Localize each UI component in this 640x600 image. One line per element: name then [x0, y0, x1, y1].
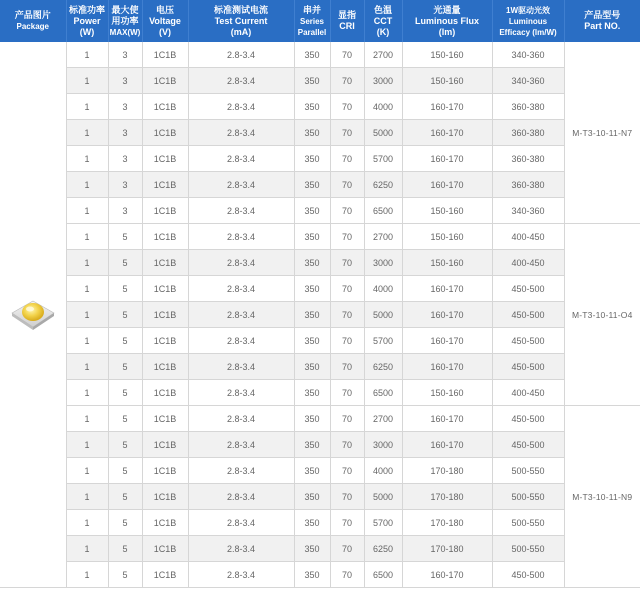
- table-row: [0, 276, 640, 302]
- cell-cct: 6500: [364, 198, 402, 224]
- cell-cri: 70: [330, 68, 364, 94]
- header-voltage: [142, 0, 188, 42]
- table-row: [0, 562, 640, 588]
- table-row: [0, 302, 640, 328]
- part-number-cell: M-T3-10-11-N7: [564, 42, 640, 224]
- table-row: [0, 198, 640, 224]
- header-cct: [364, 0, 402, 42]
- cell-test-current: 2.8-3.4: [188, 172, 294, 198]
- cell-voltage: 1C1B: [142, 484, 188, 510]
- header-current-en: Test Current: [214, 15, 268, 26]
- cell-series-parallel: 350: [294, 42, 330, 68]
- header-current-unit: (mA): [230, 26, 252, 37]
- cell-series-parallel: 350: [294, 146, 330, 172]
- cell-efficacy: 400-450: [492, 224, 564, 250]
- cell-test-current: 2.8-3.4: [188, 562, 294, 588]
- cell-cri: 70: [330, 328, 364, 354]
- cell-voltage: 1C1B: [142, 536, 188, 562]
- cell-cri: 70: [330, 172, 364, 198]
- cell-voltage: 1C1B: [142, 68, 188, 94]
- package-image-cell: [0, 42, 66, 588]
- cell-series-parallel: 350: [294, 536, 330, 562]
- cell-cri: 70: [330, 458, 364, 484]
- cell-power: 1: [66, 42, 108, 68]
- cell-test-current: 2.8-3.4: [188, 510, 294, 536]
- cell-efficacy: 500-550: [492, 458, 564, 484]
- cell-voltage: 1C1B: [142, 276, 188, 302]
- header-package: [0, 0, 66, 42]
- cell-voltage: 1C1B: [142, 406, 188, 432]
- cell-efficacy: 360-380: [492, 172, 564, 198]
- cell-test-current: 2.8-3.4: [188, 42, 294, 68]
- cell-cri: 70: [330, 354, 364, 380]
- cell-max-power: 3: [108, 68, 142, 94]
- header-max-cn-2: 用功率: [111, 15, 139, 26]
- cell-efficacy: 360-380: [492, 94, 564, 120]
- header-max-cn-1: 最大使: [111, 4, 139, 15]
- cell-cri: 70: [330, 510, 364, 536]
- cell-cct: 3000: [364, 432, 402, 458]
- table-row: [0, 68, 640, 94]
- table-row: [0, 354, 640, 380]
- cell-cri: 70: [330, 198, 364, 224]
- cell-test-current: 2.8-3.4: [188, 94, 294, 120]
- cell-series-parallel: 350: [294, 328, 330, 354]
- cell-luminous-flux: 160-170: [402, 146, 492, 172]
- header-package-en: Package: [16, 22, 49, 31]
- cell-power: 1: [66, 484, 108, 510]
- header-flux-en: Luminous Flux: [415, 15, 479, 26]
- cell-series-parallel: 350: [294, 224, 330, 250]
- cell-max-power: 3: [108, 94, 142, 120]
- header-power-cn: 标准功率: [68, 4, 105, 15]
- cell-cct: 5700: [364, 510, 402, 536]
- cell-max-power: 3: [108, 42, 142, 68]
- cell-voltage: 1C1B: [142, 146, 188, 172]
- table-row: [0, 406, 640, 432]
- cell-cct: 4000: [364, 458, 402, 484]
- cell-cct: 6250: [364, 354, 402, 380]
- cell-luminous-flux: 160-170: [402, 276, 492, 302]
- cell-efficacy: 340-360: [492, 42, 564, 68]
- table-row: [0, 146, 640, 172]
- cell-cri: 70: [330, 94, 364, 120]
- spec-table-body: [0, 42, 640, 588]
- cell-voltage: 1C1B: [142, 380, 188, 406]
- cell-power: 1: [66, 302, 108, 328]
- header-voltage-en: Voltage: [149, 15, 181, 26]
- header-flux-cn: 光通量: [433, 4, 461, 15]
- table-row: [0, 42, 640, 68]
- cell-cri: 70: [330, 380, 364, 406]
- table-row: [0, 120, 640, 146]
- cell-luminous-flux: 150-160: [402, 42, 492, 68]
- cell-test-current: 2.8-3.4: [188, 328, 294, 354]
- header-cct-en: CCT: [373, 15, 393, 26]
- cell-luminous-flux: 150-160: [402, 380, 492, 406]
- cell-efficacy: 450-500: [492, 276, 564, 302]
- cell-luminous-flux: 170-180: [402, 536, 492, 562]
- header-series-cn: 串并: [302, 4, 321, 15]
- cell-max-power: 5: [108, 510, 142, 536]
- header-power: [66, 0, 108, 42]
- cell-voltage: 1C1B: [142, 354, 188, 380]
- cell-cct: 3000: [364, 68, 402, 94]
- cell-test-current: 2.8-3.4: [188, 224, 294, 250]
- cell-cri: 70: [330, 302, 364, 328]
- cell-cct: 5000: [364, 484, 402, 510]
- header-cri-cn: 显指: [337, 10, 356, 20]
- cell-max-power: 3: [108, 146, 142, 172]
- cell-power: 1: [66, 198, 108, 224]
- cell-efficacy: 500-550: [492, 510, 564, 536]
- cell-series-parallel: 350: [294, 484, 330, 510]
- cell-voltage: 1C1B: [142, 42, 188, 68]
- table-row: [0, 536, 640, 562]
- header-voltage-unit: (V): [159, 26, 171, 37]
- cell-cct: 4000: [364, 94, 402, 120]
- cell-cct: 5700: [364, 146, 402, 172]
- part-number-cell: M-T3-10-11-O4: [564, 224, 640, 406]
- header-series-en-2: Parallel: [297, 27, 327, 37]
- cell-series-parallel: 350: [294, 458, 330, 484]
- header-part-en: Part NO.: [584, 21, 621, 31]
- cell-voltage: 1C1B: [142, 198, 188, 224]
- cell-efficacy: 450-500: [492, 302, 564, 328]
- cell-test-current: 2.8-3.4: [188, 276, 294, 302]
- cell-max-power: 5: [108, 354, 142, 380]
- cell-series-parallel: 350: [294, 68, 330, 94]
- cell-luminous-flux: 150-160: [402, 250, 492, 276]
- header-flux-unit: (lm): [438, 26, 456, 37]
- cell-max-power: 5: [108, 224, 142, 250]
- cell-cri: 70: [330, 42, 364, 68]
- cell-power: 1: [66, 250, 108, 276]
- cell-cri: 70: [330, 562, 364, 588]
- cell-efficacy: 400-450: [492, 250, 564, 276]
- cell-max-power: 5: [108, 302, 142, 328]
- cell-luminous-flux: 160-170: [402, 328, 492, 354]
- cell-cct: 5000: [364, 302, 402, 328]
- header-cri-en: CRI: [339, 21, 355, 31]
- cell-cct: 6500: [364, 562, 402, 588]
- cell-power: 1: [66, 172, 108, 198]
- cell-series-parallel: 350: [294, 94, 330, 120]
- cell-series-parallel: 350: [294, 510, 330, 536]
- cell-max-power: 3: [108, 198, 142, 224]
- cell-series-parallel: 350: [294, 276, 330, 302]
- cell-max-power: 3: [108, 120, 142, 146]
- header-efficacy-en-1: Luminous: [508, 16, 548, 26]
- cell-series-parallel: 350: [294, 250, 330, 276]
- cell-series-parallel: 350: [294, 172, 330, 198]
- cell-cct: 6250: [364, 536, 402, 562]
- part-number-cell: M-T3-10-11-N9: [564, 406, 640, 588]
- cell-luminous-flux: 170-180: [402, 458, 492, 484]
- cell-max-power: 5: [108, 432, 142, 458]
- cell-efficacy: 450-500: [492, 562, 564, 588]
- cell-cct: 4000: [364, 276, 402, 302]
- cell-test-current: 2.8-3.4: [188, 458, 294, 484]
- table-row: [0, 94, 640, 120]
- cell-test-current: 2.8-3.4: [188, 406, 294, 432]
- table-row: [0, 510, 640, 536]
- header-flux: [402, 0, 492, 42]
- cell-cct: 2700: [364, 406, 402, 432]
- cell-power: 1: [66, 458, 108, 484]
- cell-test-current: 2.8-3.4: [188, 146, 294, 172]
- cell-series-parallel: 350: [294, 302, 330, 328]
- cell-efficacy: 360-380: [492, 120, 564, 146]
- table-row: [0, 250, 640, 276]
- cell-cri: 70: [330, 250, 364, 276]
- header-efficacy: [492, 0, 564, 42]
- header-cct-cn: 色温: [373, 4, 392, 15]
- cell-max-power: 5: [108, 562, 142, 588]
- header-part: [564, 0, 640, 42]
- header-power-en: Power: [73, 15, 101, 26]
- cell-test-current: 2.8-3.4: [188, 198, 294, 224]
- cell-series-parallel: 350: [294, 354, 330, 380]
- cell-cri: 70: [330, 536, 364, 562]
- cell-power: 1: [66, 224, 108, 250]
- cell-max-power: 5: [108, 458, 142, 484]
- cell-test-current: 2.8-3.4: [188, 68, 294, 94]
- cell-luminous-flux: 160-170: [402, 406, 492, 432]
- cell-cri: 70: [330, 432, 364, 458]
- cell-luminous-flux: 160-170: [402, 302, 492, 328]
- cell-power: 1: [66, 432, 108, 458]
- table-row: [0, 484, 640, 510]
- cell-cri: 70: [330, 146, 364, 172]
- cell-series-parallel: 350: [294, 406, 330, 432]
- led-chip-icon: [10, 297, 56, 331]
- cell-power: 1: [66, 380, 108, 406]
- cell-cri: 70: [330, 484, 364, 510]
- header-current: [188, 0, 294, 42]
- cell-test-current: 2.8-3.4: [188, 120, 294, 146]
- cell-test-current: 2.8-3.4: [188, 380, 294, 406]
- cell-series-parallel: 350: [294, 432, 330, 458]
- cell-cri: 70: [330, 406, 364, 432]
- table-row: [0, 380, 640, 406]
- cell-max-power: 5: [108, 328, 142, 354]
- header-max: [108, 0, 142, 42]
- cell-max-power: 5: [108, 276, 142, 302]
- cell-luminous-flux: 160-170: [402, 172, 492, 198]
- cell-cri: 70: [330, 276, 364, 302]
- cell-voltage: 1C1B: [142, 328, 188, 354]
- header-series: [294, 0, 330, 42]
- cell-test-current: 2.8-3.4: [188, 432, 294, 458]
- cell-max-power: 5: [108, 406, 142, 432]
- header-cri: [330, 0, 364, 42]
- cell-luminous-flux: 170-180: [402, 484, 492, 510]
- cell-luminous-flux: 160-170: [402, 120, 492, 146]
- cell-efficacy: 500-550: [492, 484, 564, 510]
- cell-cct: 5700: [364, 328, 402, 354]
- header-efficacy-cn: 1W驱动光效: [506, 5, 550, 15]
- header-package-cn: 产品图片: [14, 10, 51, 20]
- table-row: [0, 172, 640, 198]
- cell-power: 1: [66, 510, 108, 536]
- cell-cri: 70: [330, 120, 364, 146]
- table-row: [0, 328, 640, 354]
- cell-power: 1: [66, 354, 108, 380]
- cell-luminous-flux: 160-170: [402, 354, 492, 380]
- table-row: [0, 458, 640, 484]
- header-voltage-cn: 电压: [155, 4, 174, 15]
- cell-cct: 6250: [364, 172, 402, 198]
- header-current-cn: 标准测试电流: [213, 4, 268, 15]
- cell-voltage: 1C1B: [142, 172, 188, 198]
- cell-cct: 5000: [364, 120, 402, 146]
- cell-efficacy: 500-550: [492, 536, 564, 562]
- cell-max-power: 5: [108, 380, 142, 406]
- cell-voltage: 1C1B: [142, 120, 188, 146]
- cell-power: 1: [66, 562, 108, 588]
- cell-efficacy: 400-450: [492, 380, 564, 406]
- cell-cct: 2700: [364, 42, 402, 68]
- cell-power: 1: [66, 120, 108, 146]
- cell-max-power: 3: [108, 172, 142, 198]
- cell-luminous-flux: 150-160: [402, 224, 492, 250]
- cell-voltage: 1C1B: [142, 224, 188, 250]
- cell-cct: 2700: [364, 224, 402, 250]
- cell-efficacy: 450-500: [492, 354, 564, 380]
- cell-power: 1: [66, 536, 108, 562]
- cell-efficacy: 450-500: [492, 406, 564, 432]
- cell-voltage: 1C1B: [142, 250, 188, 276]
- cell-series-parallel: 350: [294, 380, 330, 406]
- cell-luminous-flux: 160-170: [402, 562, 492, 588]
- cell-luminous-flux: 150-160: [402, 68, 492, 94]
- header-part-cn: 产品型号: [584, 10, 621, 20]
- cell-series-parallel: 350: [294, 562, 330, 588]
- cell-cct: 3000: [364, 250, 402, 276]
- cell-test-current: 2.8-3.4: [188, 354, 294, 380]
- cell-series-parallel: 350: [294, 120, 330, 146]
- cell-efficacy: 340-360: [492, 198, 564, 224]
- header-efficacy-en-2: Effіcacy (lm/W): [499, 27, 557, 37]
- header-power-unit: (W): [79, 26, 95, 37]
- cell-efficacy: 360-380: [492, 146, 564, 172]
- cell-voltage: 1C1B: [142, 562, 188, 588]
- cell-max-power: 5: [108, 484, 142, 510]
- cell-voltage: 1C1B: [142, 432, 188, 458]
- cell-power: 1: [66, 68, 108, 94]
- cell-test-current: 2.8-3.4: [188, 250, 294, 276]
- cell-efficacy: 450-500: [492, 432, 564, 458]
- cell-voltage: 1C1B: [142, 458, 188, 484]
- cell-series-parallel: 350: [294, 198, 330, 224]
- cell-power: 1: [66, 276, 108, 302]
- table-row: [0, 432, 640, 458]
- header-max-en: MAX(W): [109, 27, 141, 37]
- cell-cct: 6500: [364, 380, 402, 406]
- cell-max-power: 5: [108, 536, 142, 562]
- table-row: [0, 224, 640, 250]
- cell-voltage: 1C1B: [142, 510, 188, 536]
- header-series-en-1: Series: [299, 16, 325, 26]
- cell-power: 1: [66, 146, 108, 172]
- cell-voltage: 1C1B: [142, 302, 188, 328]
- cell-max-power: 5: [108, 250, 142, 276]
- header-row: [0, 0, 640, 42]
- cell-luminous-flux: 150-160: [402, 198, 492, 224]
- cell-luminous-flux: 160-170: [402, 432, 492, 458]
- cell-power: 1: [66, 406, 108, 432]
- cell-cri: 70: [330, 224, 364, 250]
- cell-power: 1: [66, 94, 108, 120]
- cell-test-current: 2.8-3.4: [188, 536, 294, 562]
- cell-efficacy: 340-360: [492, 68, 564, 94]
- cell-luminous-flux: 170-180: [402, 510, 492, 536]
- header-cct-unit: (K): [376, 26, 390, 37]
- cell-efficacy: 450-500: [492, 328, 564, 354]
- cell-power: 1: [66, 328, 108, 354]
- cell-test-current: 2.8-3.4: [188, 302, 294, 328]
- cell-test-current: 2.8-3.4: [188, 484, 294, 510]
- cell-voltage: 1C1B: [142, 94, 188, 120]
- cell-luminous-flux: 160-170: [402, 94, 492, 120]
